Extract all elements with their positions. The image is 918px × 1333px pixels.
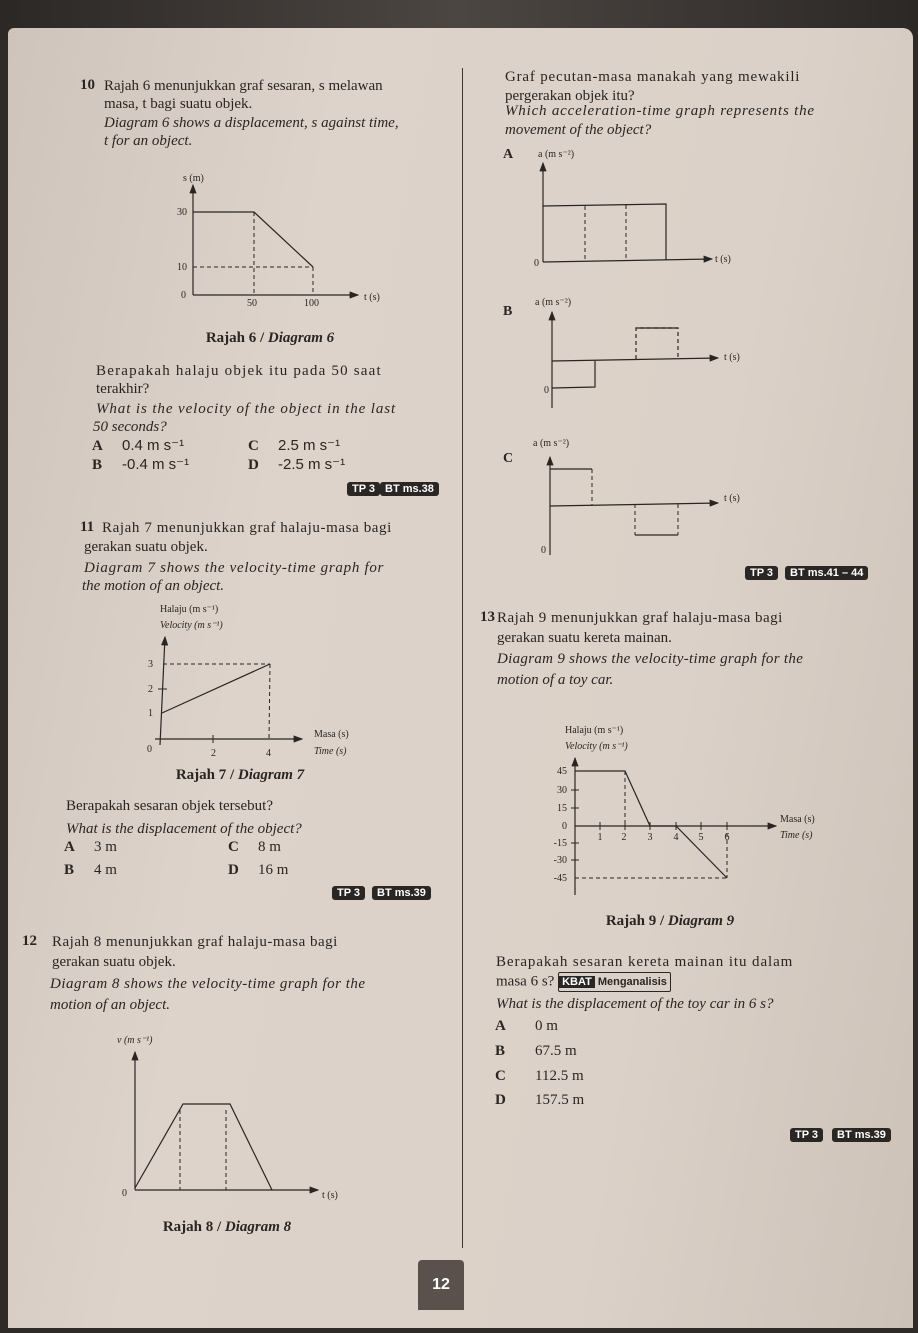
q11-stem-en-2: the motion of an object.: [82, 578, 225, 594]
question-number: 10: [80, 77, 95, 93]
option-text: 0.4 m s⁻¹: [122, 437, 185, 454]
option-text: 2.5 m s⁻¹: [278, 437, 341, 454]
option-letter: B: [503, 304, 513, 319]
bt-page-badge: BT ms.38: [380, 482, 439, 496]
q13-question-en: What is the displacement of the toy car in 6 s?: [496, 996, 774, 1012]
caption-en: Diagram 6: [267, 330, 335, 346]
y-axis-label-ms: Halaju (m s⁻¹): [565, 725, 624, 736]
option-text: 112.5 m: [535, 1068, 584, 1084]
bt-page-badge: BT ms.41 – 44: [785, 566, 868, 580]
q13-stem-ms-2: gerakan suatu kereta mainan.: [497, 630, 672, 646]
option-text: -2.5 m s⁻¹: [278, 456, 346, 473]
x-tick: 4: [673, 832, 679, 843]
y-axis-label: a (m s⁻²): [538, 149, 575, 160]
option-d[interactable]: [495, 1092, 584, 1109]
q13-stem-en-2: motion of a toy car.: [497, 672, 614, 688]
q10-part2-ms-2: pergerakan objek itu?: [505, 88, 635, 104]
q11-stem-en-1: Diagram 7 shows the velocity-time graph for: [84, 560, 385, 576]
page-number: 12: [418, 1260, 464, 1310]
y-tick: 3: [148, 659, 153, 670]
option-letter: C: [503, 451, 514, 466]
q10-part2-en-2: movement of the object?: [505, 122, 652, 138]
x-axis-label-en: Time (s): [780, 830, 813, 841]
q13-question-ms-2-text: masa 6 s?: [496, 973, 555, 990]
bt-page-badge: BT ms.39: [372, 886, 431, 900]
q10-stem-ms-1: Rajah 6 menunjukkan graf sesaran, s melawan: [104, 78, 383, 94]
tp-badge: TP 3: [745, 566, 778, 580]
x-tick: 2: [621, 832, 627, 843]
x-axis-label: t (s): [715, 254, 731, 265]
q12-stem-ms-1: Rajah 8 menunjukkan graf halaju-masa bagi: [52, 934, 338, 950]
option-letter: D: [248, 457, 259, 473]
y-tick: -30: [553, 855, 567, 866]
caption-ms: Rajah 7 /: [175, 767, 235, 783]
y-axis-label: a (m s⁻²): [533, 438, 570, 449]
x-axis-label-en: Time (s): [314, 746, 347, 757]
option-text: 0 m: [535, 1018, 558, 1034]
question-number: 13: [480, 609, 495, 625]
question-number: 11: [80, 519, 95, 535]
option-letter: A: [495, 1018, 506, 1034]
x-tick: 5: [698, 832, 704, 843]
zero-label: 0: [541, 545, 546, 556]
y-axis-label-en: Velocity (m s⁻¹): [565, 741, 628, 752]
option-letter: B: [64, 862, 75, 878]
option-letter: A: [64, 839, 75, 855]
x-axis-label: t (s): [724, 493, 740, 504]
caption-en: Diagram 8: [224, 1219, 292, 1235]
diagram-9-caption: [606, 913, 734, 930]
q11-stem-ms-2: gerakan suatu objek.: [84, 539, 208, 555]
y-tick: 0: [562, 821, 567, 832]
q13-stem-en-1: Diagram 9 shows the velocity-time graph for the: [497, 651, 804, 667]
option-text: -0.4 m s⁻¹: [122, 456, 190, 473]
q12-stem-en-1: Diagram 8 shows the velocity-time graph for the: [50, 976, 366, 992]
caption-ms: Rajah 6 /: [205, 330, 265, 346]
option-text: 67.5 m: [535, 1043, 577, 1059]
option-c[interactable]: [495, 1068, 584, 1085]
x-tick: 2: [211, 748, 216, 759]
y-axis-label: v (m s⁻¹): [117, 1035, 153, 1046]
kbat-badge: [558, 972, 671, 992]
x-axis-label: t (s): [724, 352, 740, 363]
y-axis-label-ms: Halaju (m s⁻¹): [160, 604, 219, 615]
option-letter: B: [495, 1043, 506, 1059]
zero-label: 0: [544, 385, 549, 396]
question-number: 12: [22, 933, 37, 949]
q10-question-ms-2: terakhir?: [96, 381, 150, 397]
x-axis-label: t (s): [364, 292, 380, 303]
kbat-label: KBAT: [559, 976, 595, 988]
q10-stem-en-1: Diagram 6 shows a displacement, s against time,: [104, 115, 399, 131]
option-letter: B: [92, 457, 103, 473]
y-tick: -15: [553, 838, 567, 849]
kbat-level: Menganalisis: [597, 976, 667, 988]
q11-question-ms: Berapakah sesaran objek tersebut?: [66, 798, 273, 814]
y-tick: 2: [148, 684, 153, 695]
x-tick: 4: [266, 748, 271, 759]
option-letter: D: [228, 862, 239, 878]
option-letter: C: [495, 1068, 506, 1084]
q10-stem-en-2: t for an object.: [104, 133, 193, 149]
option-a[interactable]: [495, 1018, 558, 1035]
q11-question-en: What is the displacement of the object?: [66, 821, 302, 837]
y-axis-label-en: Velocity (m s⁻¹): [160, 620, 223, 631]
caption-ms: Rajah 9 /: [605, 913, 665, 929]
y-tick: 30: [557, 785, 567, 796]
option-letter: A: [503, 147, 514, 162]
y-tick: 10: [177, 262, 187, 273]
x-tick: 3: [647, 832, 653, 843]
y-tick: -45: [553, 873, 567, 884]
option-text: 4 m: [94, 862, 117, 878]
option-text: 16 m: [258, 862, 289, 878]
option-letter: A: [92, 438, 103, 454]
tp-badge: TP 3: [347, 482, 380, 496]
q10-part2-en-1: Which acceleration-time graph represents the: [505, 103, 815, 119]
x-tick: 1: [597, 832, 603, 843]
x-axis-label-ms: Masa (s): [780, 814, 815, 825]
option-letter: C: [248, 438, 259, 454]
option-text: 3 m: [94, 839, 117, 855]
y-axis-label: a (m s⁻²): [535, 297, 572, 308]
option-text: 8 m: [258, 839, 281, 855]
q10-part2-ms-1: Graf pecutan-masa manakah yang mewakili: [505, 69, 801, 85]
x-tick: 0: [147, 744, 152, 755]
q12-stem-en-2: motion of an object.: [50, 997, 170, 1013]
q13-question-ms-1: Berapakah sesaran kereta mainan itu dalam: [496, 954, 794, 970]
caption-en: Diagram 7: [237, 767, 305, 783]
x-tick: 6: [724, 832, 730, 843]
y-tick: 0: [181, 290, 186, 301]
tp-badge: TP 3: [332, 886, 365, 900]
q13-question-ms-2: [496, 972, 671, 992]
x-tick: 100: [304, 298, 319, 309]
x-axis-label-ms: Masa (s): [314, 729, 349, 740]
caption-ms: Rajah 8 /: [162, 1219, 222, 1235]
y-axis-label: s (m): [183, 173, 204, 184]
option-b[interactable]: [495, 1043, 577, 1060]
q11-stem-ms-1: Rajah 7 menunjukkan graf halaju-masa bagi: [102, 520, 392, 536]
q10-question-ms-1: Berapakah halaju objek itu pada 50 saat: [96, 363, 382, 379]
x-axis-label: t (s): [322, 1190, 338, 1201]
q12-stem-ms-2: gerakan suatu objek.: [52, 954, 176, 970]
caption-en: Diagram 9: [667, 913, 735, 929]
option-letter: D: [495, 1092, 506, 1108]
q10-question-en-2: 50 seconds?: [93, 419, 167, 435]
option-letter: C: [228, 839, 239, 855]
y-tick: 15: [557, 803, 567, 814]
y-tick: 1: [148, 708, 153, 719]
tp-badge: TP 3: [790, 1128, 823, 1142]
y-tick: 45: [557, 766, 567, 777]
y-tick: 30: [177, 207, 187, 218]
option-text: 157.5 m: [535, 1092, 585, 1108]
q10-question-en-1: What is the velocity of the object in the last: [96, 401, 397, 417]
zero-label: 0: [122, 1188, 127, 1199]
bt-page-badge: BT ms.39: [832, 1128, 891, 1142]
zero-label: 0: [534, 258, 539, 269]
q10-stem-ms-2: masa, t bagi suatu objek.: [104, 96, 253, 112]
q13-stem-ms-1: Rajah 9 menunjukkan graf halaju-masa bagi: [497, 610, 783, 626]
x-tick: 50: [247, 298, 257, 309]
